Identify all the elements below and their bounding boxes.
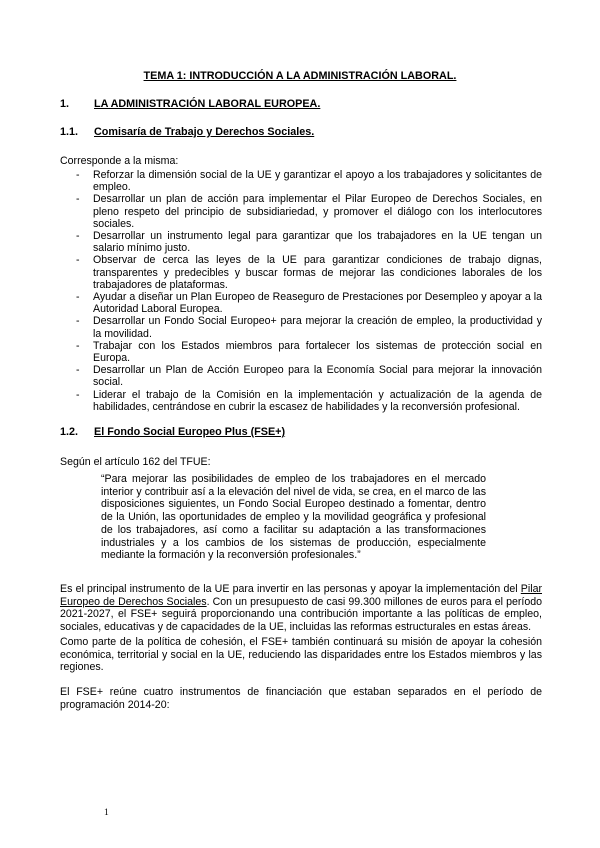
section-1-2-heading: [60, 426, 285, 438]
section-1-2-intro: Según el artículo 162 del TFUE:: [60, 456, 211, 468]
list-item: - Trabajar con los Estados miembros para fortalecer los sistemas de protección social en Europa.: [76, 339, 542, 365]
list-item: - Desarrollar un Fondo Social Europeo+ para mejorar la creación de empleo, la productividad y la movilidad.: [76, 315, 542, 340]
section-1-title: LA ADMINISTRACIÓN LABORAL EUROPEA.: [94, 98, 321, 110]
section-1-1-number: 1.1.: [60, 126, 79, 138]
list-item: - Reforzar la dimensión social de la UE y garantizar el apoyo a los trabajadores y solicitantes de empleo.: [76, 169, 542, 194]
paragraph-instruments: El FSE+ reúne cuatro instrumentos de financiación que estaban separados en el período de programación 2014-20:: [60, 686, 542, 711]
section-1-1-title: Comisaría de Trabajo y Derechos Sociales.: [94, 126, 315, 138]
list-item: - Desarrollar un plan de acción para implementar el Pilar Europeo de Derechos Sociales, en pleno respeto del principio de subsidiariedad, y promover el diálogo con los interlocutores sociales.: [76, 193, 542, 230]
list-item: - Liderar el trabajo de la Comisión en la implementación y actualización de la agenda de habilidades, centrándose en cubrir la escasez de habilidades y la reconversión profesional.: [76, 388, 542, 413]
section-1-1-intro: Corresponde a la misma:: [60, 155, 179, 167]
section-1-heading: [60, 98, 320, 110]
section-1-number: 1.: [60, 98, 70, 110]
page-number: 1: [104, 808, 109, 818]
document-title: TEMA 1: INTRODUCCIÓN A LA ADMINISTRACIÓN LABORAL.: [143, 70, 457, 82]
paragraph-cohesion: Como parte de la política de cohesión, el FSE+ también continuará su misión de apoyar la cohesión económica, territorial y social en la UE, reduciendo las disparidades entre los Estados miembros y las regiones.: [60, 636, 542, 674]
pilar-europeo-link[interactable]: Pilar Europeo de Derechos Sociales: [60, 583, 542, 608]
tfue-quote: “Para mejorar las posibilidades de empleo de los trabajadores en el mercado interior y contribuir así a la elevación del nivel de vida, se crea, en el marco de las disposiciones siguientes, un Fondo Social Europeo destinado a fomentar, dentro de la Unión, las oportunidades de empleo y la movilidad geográfica y profesional de los trabajadores, así como a facilitar su adaptación a las transformaciones industriales y a los cambios de los sistemas de producción, especialmente mediante la formación y la reconversión profesionales.”: [101, 473, 486, 562]
list-item: - Desarrollar un instrumento legal para garantizar que los trabajadores en la UE tengan un salario mínimo justo.: [76, 230, 542, 255]
paragraph-fse-budget: Es el principal instrumento de la UE para invertir en las personas y apoyar la implementación del Pilar Europeo de Derechos Sociales. Con un presupuesto de casi 99.300 millones de euros para el período 2021-2027, el FSE+ seguirá proporcionando una contribución importante a las políticas de empleo, sociales, educativas y de capacidades de la UE, incluidas las reformas estructurales en estas áreas.: [60, 583, 542, 633]
section-1-2-number: 1.2.: [60, 426, 79, 438]
section-1-1-heading: [60, 126, 314, 138]
section-1-2-title: El Fondo Social Europeo Plus (FSE+): [94, 426, 286, 438]
list-item: - Observar de cerca las leyes de la UE para garantizar condiciones de trabajo dignas, transparentes y predecibles y buscar formas de mejorar las condiciones laborales de los trabajadores de plataformas.: [76, 254, 542, 291]
competencies-list: [60, 169, 542, 413]
list-item: - Desarrollar un Plan de Acción Europeo para la Economía Social para mejorar la innovación social.: [76, 364, 542, 389]
list-item: - Ayudar a diseñar un Plan Europeo de Reaseguro de Prestaciones por Desempleo y apoyar a la Autoridad Laboral Europea.: [76, 291, 542, 316]
